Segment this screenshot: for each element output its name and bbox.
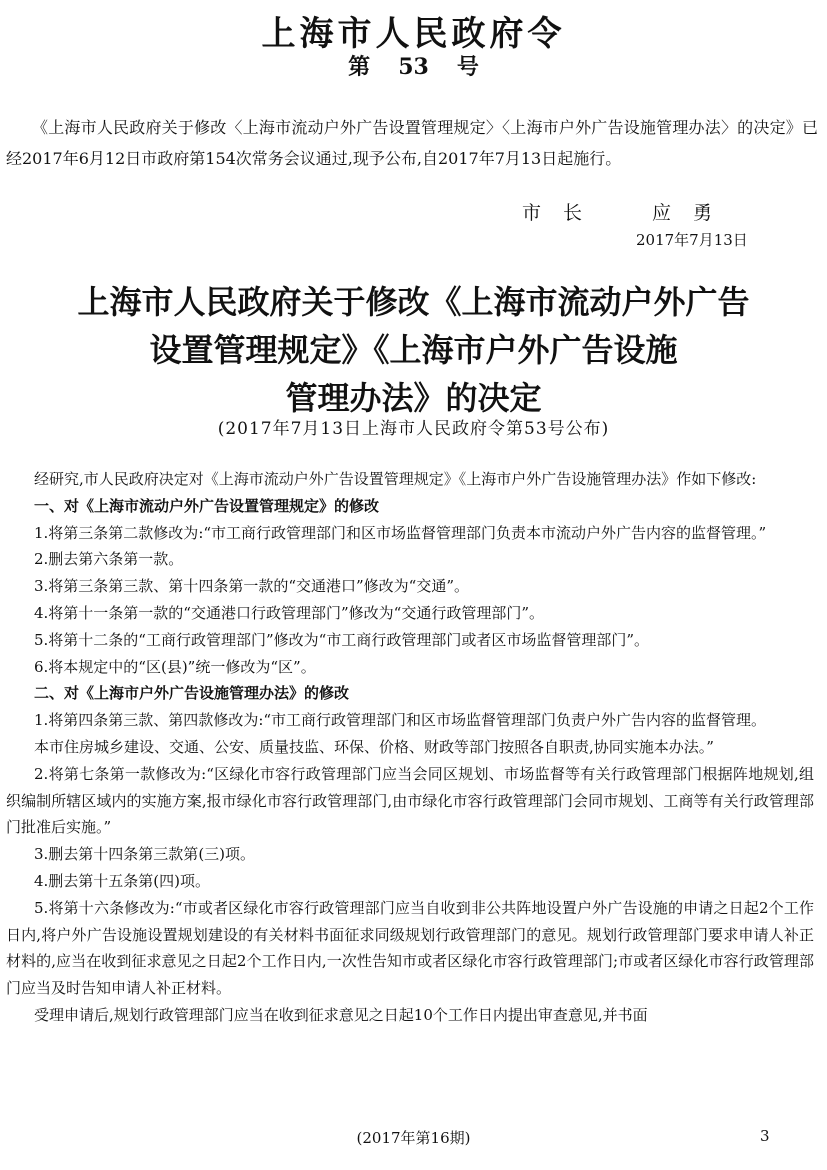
order-number: 53 xyxy=(398,54,429,80)
document-title-line: 上海市人民政府关于修改《上海市流动户外广告 xyxy=(77,283,750,321)
paragraph: 经研究,市人民政府决定对《上海市流动户外广告设置管理规定》《上海市户外广告设施管理办法》作如下修改: xyxy=(34,470,757,488)
order-title: 上海市人民政府令 xyxy=(261,14,566,54)
sign-date: 2017年7月13日 xyxy=(636,231,748,249)
paragraph: 本市住房城乡建设、交通、公安、质量技监、环保、价格、财政等部门按照各自职责,协同实施本办法。” xyxy=(34,737,714,756)
document-subtitle: (2017年7月13日上海市人民政府令第53号公布) xyxy=(217,419,610,439)
order-suffix: 号 xyxy=(456,54,479,80)
mayor-role: 市长 xyxy=(522,202,605,224)
paragraph: 6.将本规定中的“区(县)”统一修改为“区”。 xyxy=(34,657,316,676)
paragraph: 4.将第十一条第一款的“交通港口行政管理部门”修改为“交通行政管理部门”。 xyxy=(34,603,544,622)
document-body xyxy=(6,466,814,1029)
mayor-signature-line xyxy=(522,198,734,225)
paragraph: 5.将第十六条修改为:“市或者区绿化市容行政管理部门应当自收到非公共阵地设置户外广告设施的申请之日起2个工作日内,将户外广告设施设置规划建设的有关材料书面征求同级规划行政管理部门的意见。规划行政管理部门要求申请人补正材料的,应当在收到征求意见之日起2个工作日内,一次性告知市或者区绿化市容行政管理部门;市或者区绿化市容行政管理部门应当及时告知申请人补正材料。 xyxy=(6,898,814,998)
paragraph: 2.将第七条第一款修改为:“区绿化市容行政管理部门应当会同区规划、市场监督等有关行政管理部门根据阵地规划,组织编制所辖区域内的实施方案,报市绿化市容行政管理部门,由市绿化市容行政管理部门会同市规划、工商等有关行政管理部门批准后实施。” xyxy=(6,764,814,837)
paragraph: 1.将第三条第二款修改为:“市工商行政管理部门和区市场监督管理部门负责本市流动户外广告内容的监督管理。” xyxy=(34,523,767,542)
paragraph: 3.将第三条第三款、第十四条第一款的“交通港口”修改为“交通”。 xyxy=(34,577,469,596)
section-heading: 二、对《上海市户外广告设施管理办法》的修改 xyxy=(34,684,350,703)
document-title-line: 管理办法》的决定 xyxy=(285,379,542,417)
paragraph: 2.删去第六条第一款。 xyxy=(34,550,184,569)
preamble: 《上海市人民政府关于修改〈上海市流动户外广告设置管理规定〉〈上海市户外广告设施管理办法〉的决定》已经2017年6月12日市政府第154次常务会议通过,现予公布,自2017年7月13日起施行。 xyxy=(6,118,818,168)
mayor-name: 应勇 xyxy=(652,202,735,224)
document-title xyxy=(0,278,827,422)
paragraph: 5.将第十二条的“工商行政管理部门”修改为“市工商行政管理部门或者区市场监督管理部门”。 xyxy=(34,630,649,649)
paragraph: 1.将第四条第三款、第四款修改为:“市工商行政管理部门和区市场监督管理部门负责户外广告内容的监督管理。 xyxy=(34,711,767,730)
paragraph: 3.删去第十四条第三款第(三)项。 xyxy=(34,845,256,864)
order-number-line xyxy=(0,50,827,81)
page-number: 3 xyxy=(760,1127,770,1145)
paragraph: 受理申请后,规划行政管理部门应当在收到征求意见之日起10个工作日内提出审查意见,并书面 xyxy=(34,1005,648,1024)
document-title-line: 设置管理规定》《上海市户外广告设施 xyxy=(149,331,678,369)
section-heading: 一、对《上海市流动户外广告设置管理规定》的修改 xyxy=(34,496,380,515)
paragraph: 4.删去第十五条第(四)项。 xyxy=(34,871,211,890)
order-prefix: 第 xyxy=(348,54,371,80)
footer-issue: (2017年第16期) xyxy=(356,1129,471,1147)
